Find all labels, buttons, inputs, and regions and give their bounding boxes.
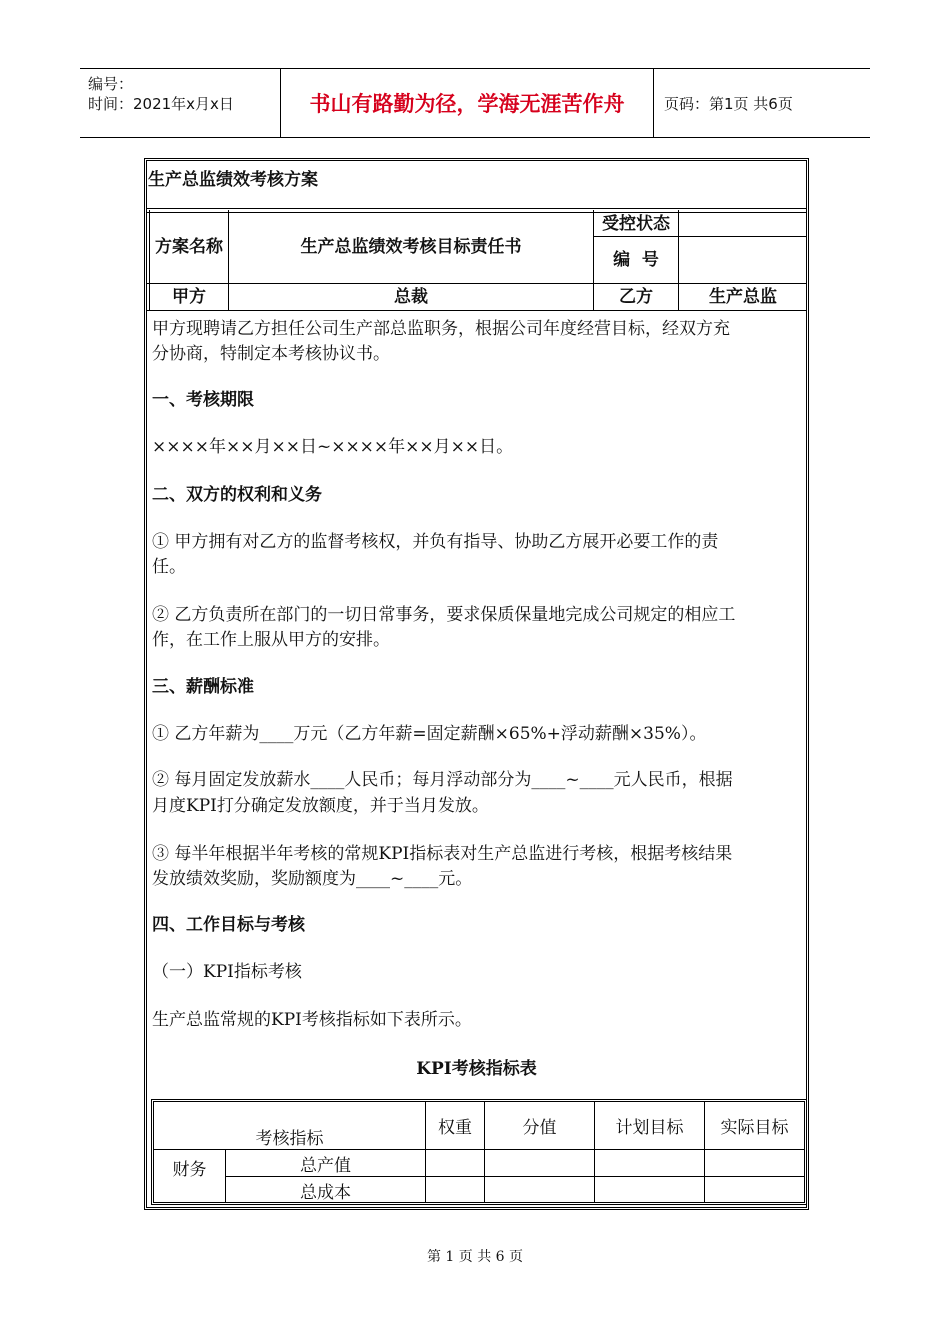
info-table-bottom-border bbox=[147, 310, 807, 311]
section-4-heading: 四、工作目标与考核 bbox=[152, 915, 305, 935]
number-label: 编号： bbox=[88, 75, 134, 93]
party-b: 生产总监 bbox=[709, 287, 777, 307]
kpi-header-planned-target: 计划目标 bbox=[615, 1118, 684, 1138]
kpi-row-total-output: 总产值 bbox=[300, 1155, 351, 1176]
scheme-name-label: 方案名称 bbox=[155, 237, 223, 257]
section-2-p1-line1: ① 甲方拥有对乙方的监督考核权，并负有指导、协助乙方展开必要工作的责 bbox=[152, 532, 719, 552]
section-2-heading: 二、双方的权利和义务 bbox=[152, 485, 322, 505]
control-status-label: 受控状态 bbox=[602, 213, 670, 234]
party-a: 总裁 bbox=[394, 287, 428, 307]
party-a-label: 甲方 bbox=[172, 287, 206, 307]
document-title: 生产总监绩效考核方案 bbox=[148, 170, 318, 190]
section-1-text: ××××年××月××日~××××年××月××日。 bbox=[152, 437, 514, 457]
section-3-p1: ① 乙方年薪为____万元（乙方年薪=固定薪酬×65%+浮动薪酬×35%）。 bbox=[152, 724, 707, 744]
number-value bbox=[679, 237, 807, 283]
section-4-text: 生产总监常规的KPI考核指标如下表所示。 bbox=[152, 1010, 472, 1030]
section-3-p3-line2: 发放绩效奖励，奖励额度为____~____元。 bbox=[152, 869, 473, 889]
kpi-header-indicator: 考核指标 bbox=[255, 1128, 324, 1149]
section-2-p2-line2: 作，在工作上服从甲方的安排。 bbox=[152, 630, 390, 650]
kpi-row-total-cost: 总成本 bbox=[300, 1182, 351, 1203]
section-1-heading: 一、考核期限 bbox=[152, 390, 254, 410]
kpi-header-actual-target: 实际目标 bbox=[720, 1118, 789, 1138]
scheme-name: 生产总监绩效考核目标责任书 bbox=[300, 237, 522, 257]
section-3-heading: 三、薪酬标准 bbox=[152, 677, 254, 697]
section-3-p2-line2: 月度KPI打分确定发放额度，并于当月发放。 bbox=[152, 796, 489, 816]
section-2-p1-line2: 任。 bbox=[152, 557, 186, 577]
control-status-value bbox=[679, 211, 807, 236]
header-page-info: 页码：第1页 共6页 bbox=[664, 94, 793, 113]
party-b-label: 乙方 bbox=[619, 287, 653, 307]
section-2-p2-line1: ② 乙方负责所在部门的一切日常事务，要求保质保量地完成公司规定的相应工 bbox=[152, 605, 736, 625]
section-3-p2-line1: ② 每月固定发放薪水____人民币；每月浮动部分为____~____元人民币，根据 bbox=[152, 770, 733, 790]
page-footer: 第 1 页 共 6 页 bbox=[426, 1249, 524, 1265]
time-label: 时间：2021年x月x日 bbox=[88, 95, 234, 113]
intro-line-2: 分协商，特制定本考核协议书。 bbox=[152, 344, 390, 364]
kpi-header-weight: 权重 bbox=[438, 1118, 472, 1138]
page-header bbox=[80, 68, 870, 138]
kpi-table-title: KPI考核指标表 bbox=[416, 1059, 537, 1079]
number-label: 编 号 bbox=[613, 250, 659, 270]
kpi-category-finance: 财务 bbox=[172, 1159, 207, 1180]
section-4-sub: （一）KPI指标考核 bbox=[152, 962, 302, 982]
header-motto: 书山有路勤为径，学海无涯苦作舟 bbox=[309, 92, 625, 116]
kpi-header-score: 分值 bbox=[522, 1118, 557, 1138]
section-3-p3-line1: ③ 每半年根据半年考核的常规KPI指标表对生产总监进行考核，根据考核结果 bbox=[152, 844, 733, 864]
header-meta bbox=[80, 69, 280, 137]
intro-line-1: 甲方现聘请乙方担任公司生产部总监职务，根据公司年度经营目标，经双方充 bbox=[152, 319, 730, 339]
